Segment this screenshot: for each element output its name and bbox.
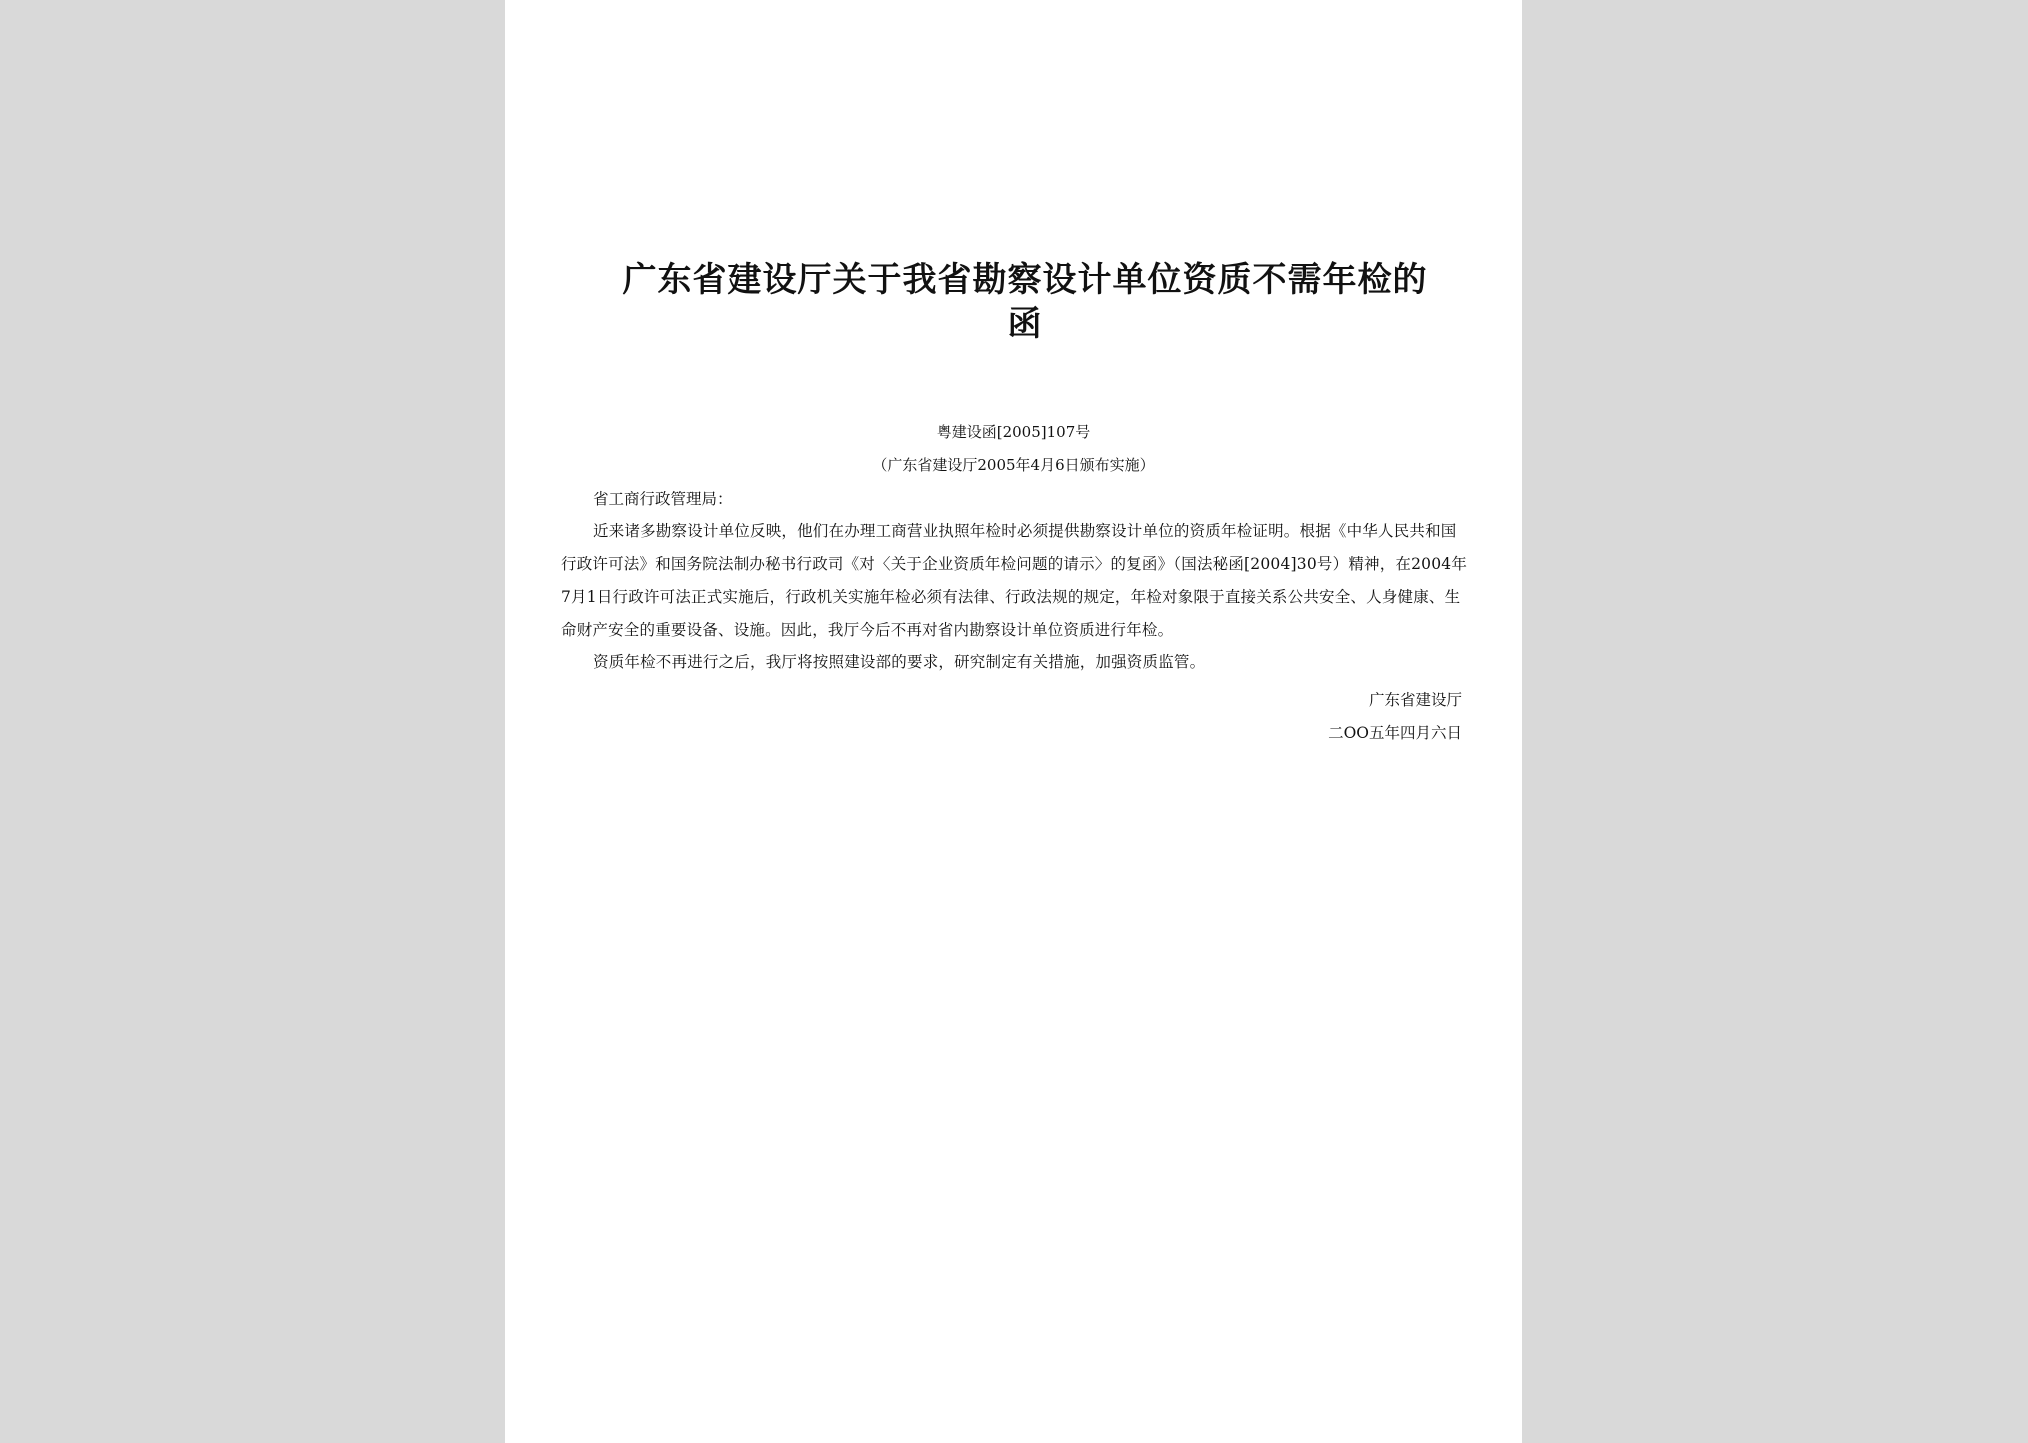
document-title — [575, 258, 1475, 346]
document-page — [505, 0, 1522, 1443]
effective-note: （广东省建设厅2005年4月6日颁布实施） — [872, 456, 1155, 474]
document-number: 粤建设函[2005]107号 — [936, 423, 1091, 441]
signature-organization: 广东省建设厅 — [1368, 691, 1462, 709]
title-line-2: 函 — [1007, 304, 1043, 344]
salutation: 省工商行政管理局： — [593, 490, 733, 508]
body-paragraph-1: 近来诸多勘察设计单位反映，他们在办理工商营业执照年检时必须提供勘察设计单位的资质年检证明。根据《中华人民共和国行政许可法》和国务院法制办秘书行政司《对〈关于企业资质年检问题的请示〉的复函》（国法秘函[2004]30号）精神，在2004年7月1日行政许可法正式实施后，行政机关实施年检必须有法律、行政法规的规定，年检对象限于直接关系公共安全、人身健康、生命财产安全的重要设备、设施。因此，我厅今后不再对省内勘察设计单位资质进行年检。 — [561, 522, 1468, 639]
body-paragraph-2: 资质年检不再进行之后，我厅将按照建设部的要求，研究制定有关措施，加强资质监管。 — [593, 653, 1206, 671]
signature-date: 二OO五年四月六日 — [1328, 724, 1462, 742]
signature-block — [1328, 684, 1462, 750]
title-line-1: 广东省建设厅关于我省勘察设计单位资质不需年检的 — [622, 260, 1428, 300]
